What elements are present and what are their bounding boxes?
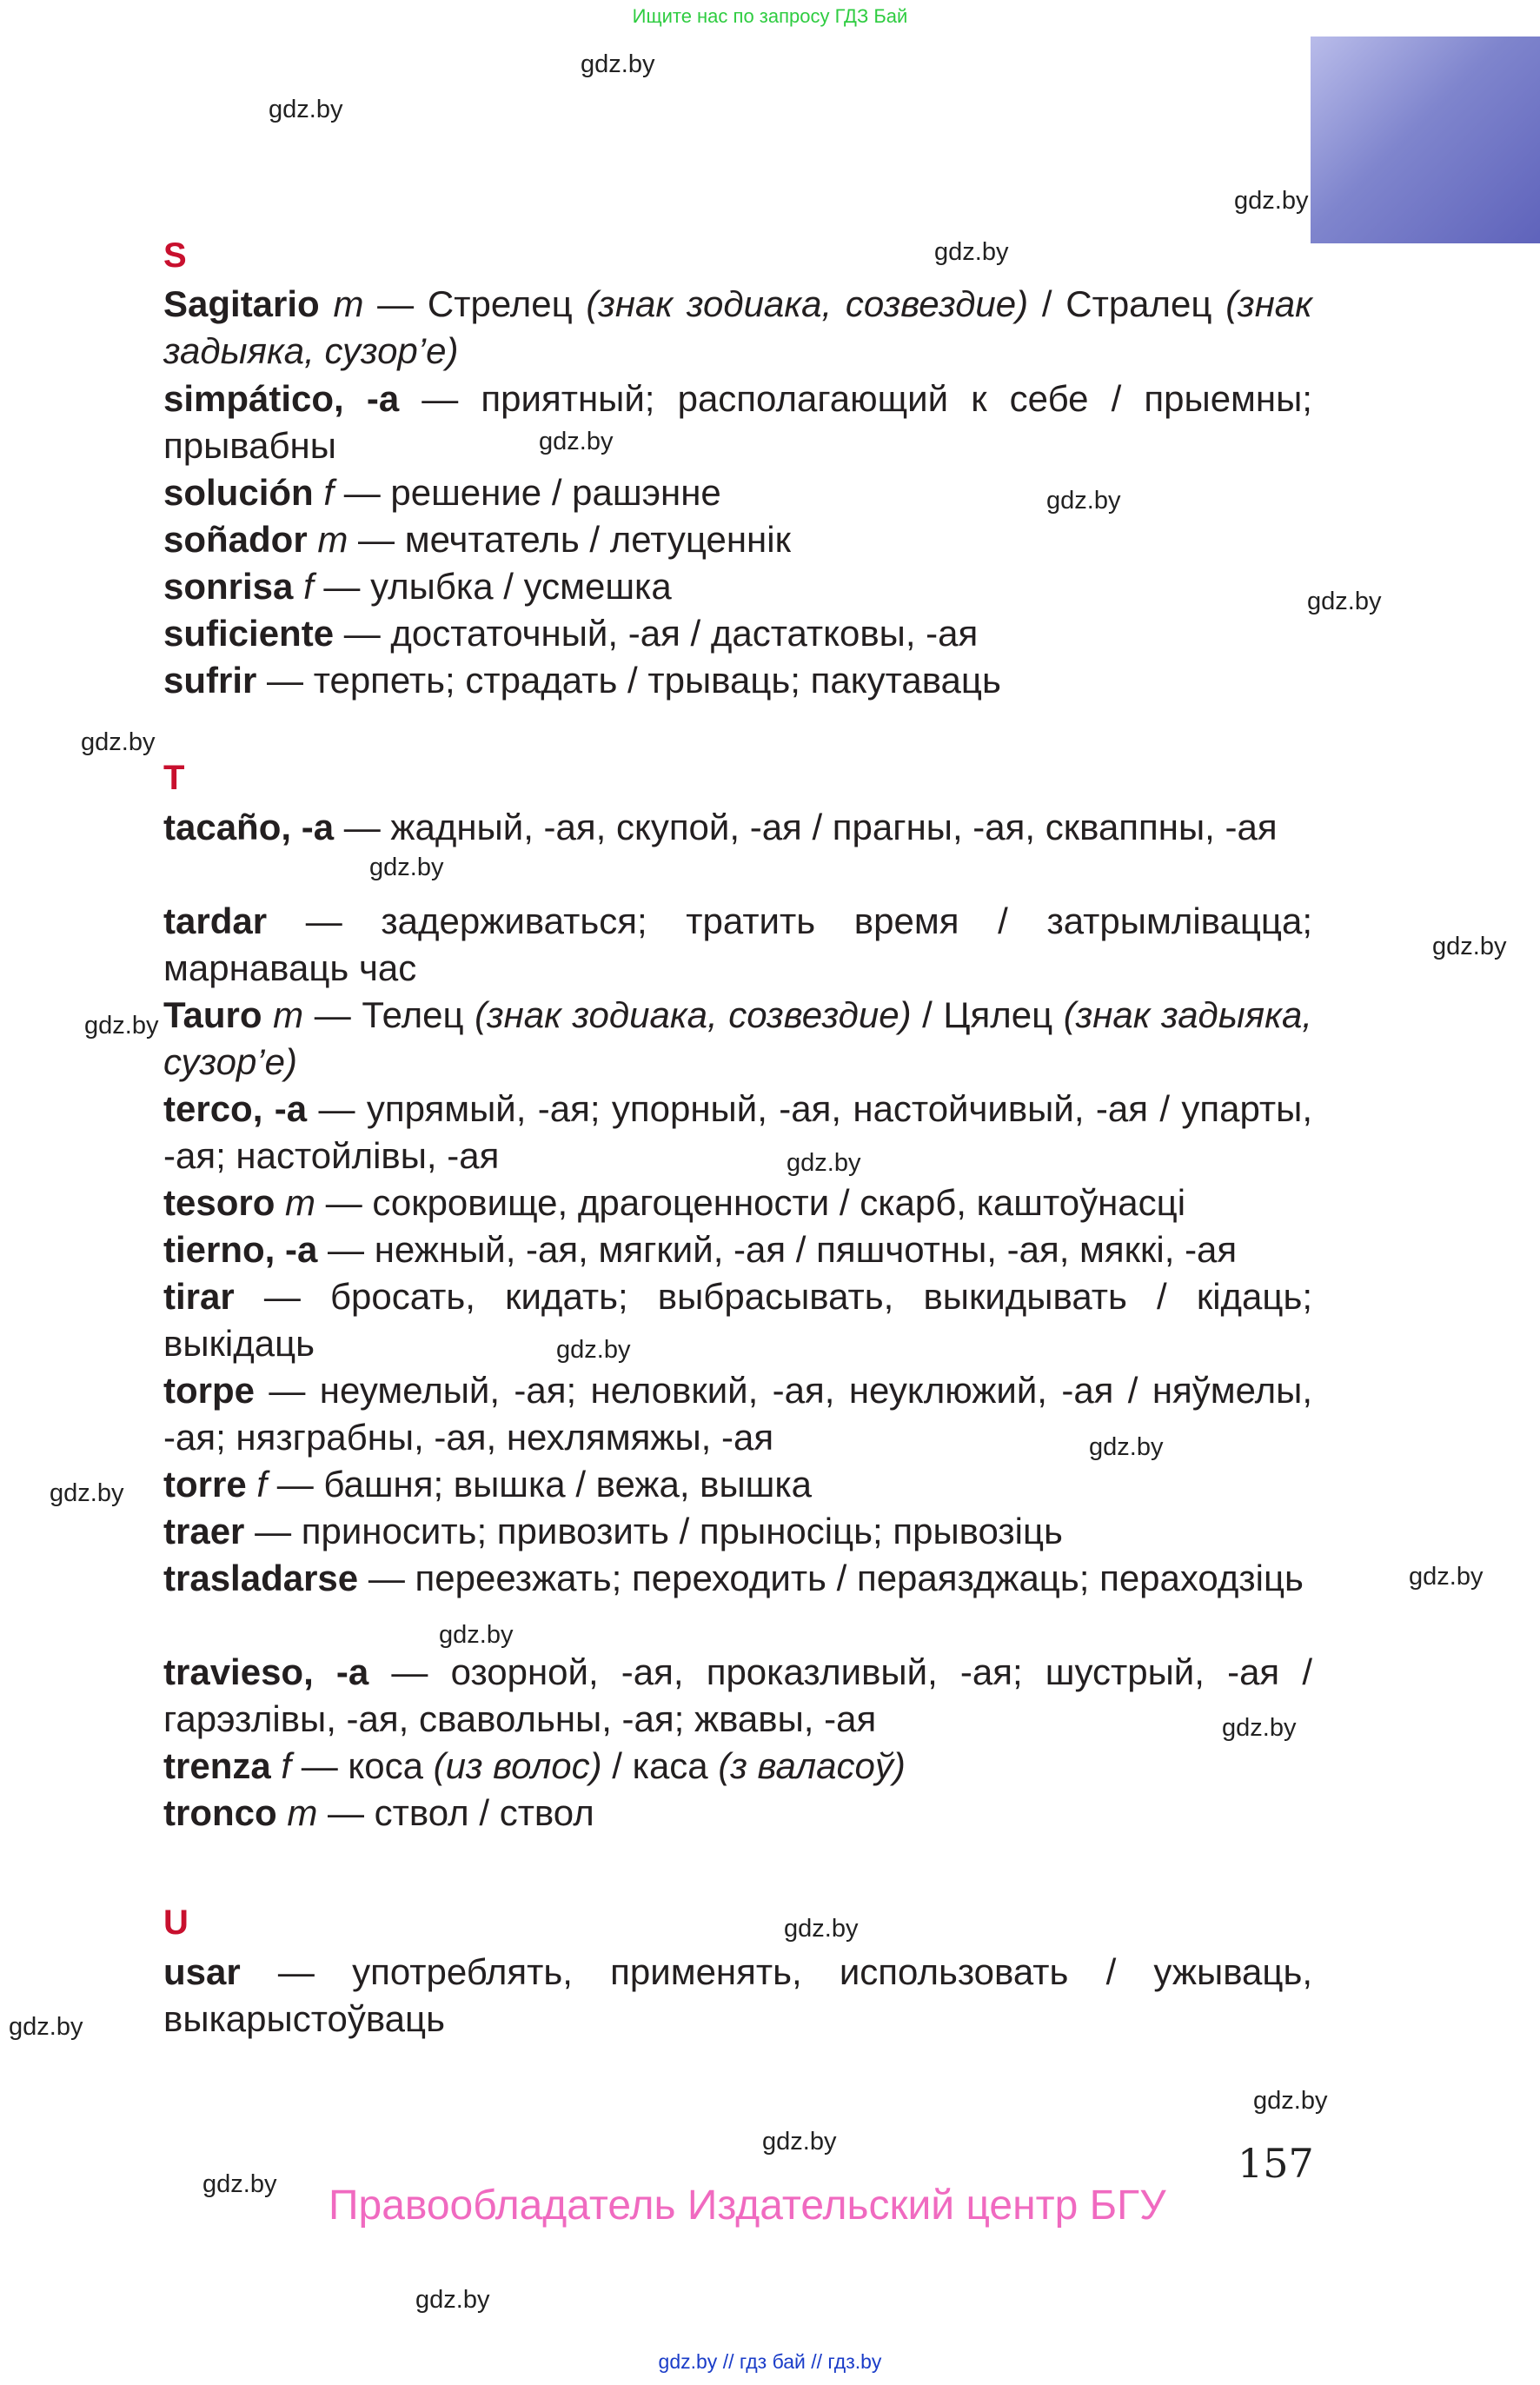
corner-decoration [1311,37,1540,243]
headword: torpe [163,1370,255,1411]
note: (из волос) [433,1745,602,1786]
dictionary-entry [163,1367,1312,1461]
page-number: 157 [1238,2140,1314,2187]
gender: m [287,1792,318,1833]
translation: / каса [601,1745,719,1786]
top-banner[interactable]: Ищите нас по запросу ГДЗ Бай [632,5,908,27]
dictionary-entry [163,1226,1312,1273]
watermark: gdz.by [1046,487,1121,515]
copyright-notice: Правообладатель Издательский центр БГУ [329,2182,1166,2229]
dictionary-entry [163,992,1312,1086]
watermark: gdz.by [787,1149,861,1177]
dictionary-entry [163,1649,1312,1743]
headword: tirar [163,1276,235,1317]
note: (знак задыяка, сузор’е) [163,994,1312,1082]
translation: — решение / рашэнне [334,472,721,513]
watermark: gdz.by [81,728,156,756]
translation: — Телец [303,994,475,1035]
dictionary-entry [163,1949,1312,2043]
translation: — бросать, кидать; выбрасывать, выкидывать / кідаць; выкідаць [163,1276,1312,1364]
headword: terco, -a [163,1088,308,1129]
dictionary-entry [163,563,1312,610]
dictionary-entry [163,1555,1312,1602]
watermark: gdz.by [539,428,614,455]
watermark: gdz.by [934,238,1009,266]
section-letter: U [163,1903,189,1942]
watermark: gdz.by [556,1336,631,1364]
gender: m [273,994,304,1035]
watermark: gdz.by [762,2128,837,2156]
translation: — задерживаться; тратить время / затрымлівацца; марнаваць час [163,900,1312,988]
watermark: gdz.by [1222,1714,1297,1742]
watermark: gdz.by [1089,1433,1164,1461]
dictionary-entry [163,281,1312,375]
headword: torre [163,1464,247,1505]
dictionary-entry [163,898,1312,992]
watermark: gdz.by [1307,588,1382,615]
gender: m [285,1182,316,1223]
watermark: gdz.by [1409,1563,1484,1591]
translation: — терпеть; страдать / трываць; пакутаваць [256,660,1001,701]
gender: m [317,519,348,560]
watermark: gdz.by [50,1479,124,1507]
watermark: gdz.by [415,2286,490,2314]
gender: f [256,1464,268,1505]
translation: — улыбка / усмешка [313,566,672,607]
note: (знак задыяка, сузор’е) [163,283,1312,371]
headword: tacaño, -a [163,807,335,847]
translation: — нежный, -ая, мягкий, -ая / пяшчотны, -ая, мяккі, -ая [317,1229,1238,1270]
dictionary-entry [163,1461,1312,1508]
translation: — ствол / ствол [317,1792,594,1833]
watermark: gdz.by [84,1012,159,1040]
dictionary-entry [163,1273,1312,1367]
headword: traer [163,1511,245,1551]
section-letter: S [163,236,187,275]
footer-links[interactable]: gdz.by // гдз бай // гдз.by [658,2350,882,2373]
dictionary-entry [163,1086,1312,1179]
dictionary-entry [163,804,1312,851]
headword: travieso, -a [163,1651,369,1692]
translation: — приносить; привозить / прыносіць; прывозіць [244,1511,1063,1551]
translation: — упрямый, -ая; упорный, -ая, настойчивый, -ая / упарты, -ая; настойлівы, -ая [163,1088,1312,1176]
translation: — употреблять, применять, использовать / ужываць, выкарыстоўваць [163,1951,1312,2039]
headword: trasladarse [163,1558,359,1598]
dictionary-entry [163,1179,1312,1226]
note: (знак зодиака, созвездие) [586,283,1029,324]
section-letter: T [163,759,185,797]
headword: trenza [163,1745,271,1786]
translation: — переезжать; переходить / пераязджаць; пераходзіць [358,1558,1304,1598]
headword: simpático, -a [163,378,400,419]
translation: — коса [291,1745,434,1786]
dictionary-entry [163,1508,1312,1555]
translation: — неумелый, -ая; неловкий, -ая, неуклюжий, -ая / няўмелы, -ая; нязграбны, -ая, нехлямяжы, -ая [163,1370,1312,1458]
headword: soñador [163,519,308,560]
headword: sufrir [163,660,257,701]
watermark: gdz.by [9,2013,83,2041]
watermark: gdz.by [1234,187,1309,215]
dictionary-entry [163,469,1312,516]
translation: — башня; вышка / вежа, вышка [267,1464,813,1505]
gender: f [323,472,335,513]
translation: — Стрелец [363,283,587,324]
watermark: gdz.by [202,2170,277,2198]
translation: — мечтатель / летуценнік [348,519,791,560]
headword: Tauro [163,994,262,1035]
headword: tierno, -a [163,1229,318,1270]
watermark: gdz.by [784,1915,859,1943]
note: (знак зодиака, созвездие) [475,994,912,1035]
dictionary-entry [163,657,1312,704]
dictionary-entry [163,516,1312,563]
watermark: gdz.by [439,1621,514,1649]
watermark: gdz.by [369,854,444,881]
headword: tardar [163,900,268,941]
note: (з валасоў) [718,1745,906,1786]
watermark: gdz.by [1432,933,1507,960]
watermark: gdz.by [269,96,343,123]
headword: usar [163,1951,241,1992]
translation: / Цялец [911,994,1064,1035]
translation: — достаточный, -ая / дастатковы, -ая [334,613,979,654]
dictionary-entry [163,1743,1312,1790]
gender: f [303,566,314,607]
headword: tesoro [163,1182,275,1223]
gender: m [333,283,364,324]
headword: Sagitario [163,283,320,324]
translation: — приятный; располагающий к себе / прыемны; прывабны [163,378,1312,466]
translation: — сокровище, драгоценности / скарб, каштоўнасці [315,1182,1186,1223]
headword: tronco [163,1792,277,1833]
headword: sonrisa [163,566,294,607]
dictionary-entry [163,1790,1312,1837]
headword: solución [163,472,314,513]
translation: — озорной, -ая, проказливый, -ая; шустрый, -ая / гарэзлівы, -ая, свавольны, -ая; жвавы, -ая [163,1651,1312,1739]
watermark: gdz.by [581,50,655,78]
dictionary-entry [163,375,1312,469]
watermark: gdz.by [1253,2087,1328,2115]
gender: f [281,1745,292,1786]
translation: / Стралец [1028,283,1226,324]
dictionary-entry [163,610,1312,657]
translation: — жадный, -ая, скупой, -ая / прагны, -ая, скваппны, -ая [334,807,1278,847]
headword: suficiente [163,613,335,654]
